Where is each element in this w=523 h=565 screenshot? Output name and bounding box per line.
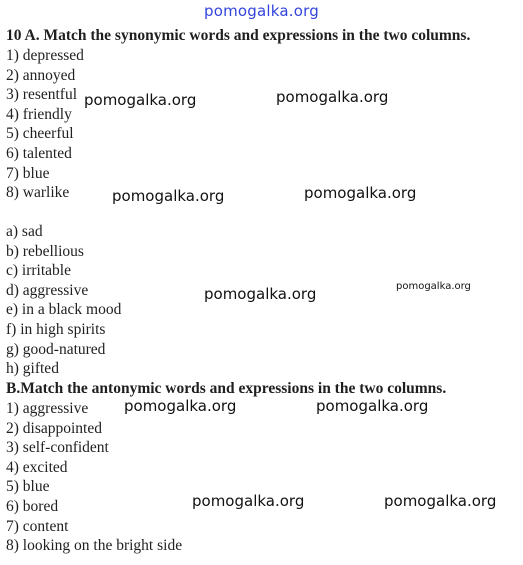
list-item: d) aggressive [6, 281, 89, 299]
section-a-left-list [6, 46, 84, 203]
watermark: pomogalka.org [304, 184, 417, 202]
list-item: 2) annoyed [6, 66, 76, 84]
list-item: 1) aggressive [6, 400, 89, 417]
list-item: 8) looking on the bright side [6, 537, 183, 555]
list-item: f) in high spirits [6, 320, 106, 338]
watermark: pomogalka.org [396, 281, 471, 292]
watermark: pomogalka.org [192, 492, 305, 510]
watermark: pomogalka.org [84, 91, 197, 109]
list-item: 6) talented [6, 144, 72, 162]
watermark: pomogalka.org [316, 397, 429, 415]
section-b-title: B.Match the antonymic words and expressions in the two columns. [6, 380, 447, 397]
list-item: h) gifted [6, 360, 59, 378]
section-b-list [6, 399, 182, 556]
watermark: pomogalka.org [112, 187, 225, 205]
section-a-title: 10 A. Match the synonymic words and expressions in the two columns. [6, 27, 471, 44]
list-item: 6) bored [6, 497, 59, 515]
list-item: 5) blue [6, 478, 50, 496]
watermark: pomogalka.org [384, 492, 497, 510]
list-item: 7) blue [6, 164, 50, 182]
list-item: g) good-natured [6, 340, 106, 358]
watermark: pomogalka.org [276, 88, 389, 106]
list-item: 2) disappointed [6, 419, 102, 437]
list-item: 7) content [6, 517, 69, 535]
list-item: e) in a black mood [6, 301, 122, 319]
watermark: pomogalka.org [124, 397, 237, 415]
list-item: 1) depressed [6, 47, 84, 64]
list-item: 5) cheerful [6, 125, 74, 143]
list-item: 8) warlike [6, 184, 70, 202]
list-item: a) sad [6, 223, 43, 240]
list-item: 4) friendly [6, 105, 72, 123]
section-a-right-list [6, 222, 121, 379]
list-item: 3) self-confident [6, 439, 109, 457]
watermark: pomogalka.org [204, 285, 317, 303]
list-item: b) rebellious [6, 242, 84, 260]
list-item: c) irritable [6, 262, 71, 280]
list-item: 3) resentful [6, 86, 78, 104]
list-item: 4) excited [6, 458, 68, 476]
site-logo-link[interactable]: pomogalka.org [204, 2, 319, 20]
